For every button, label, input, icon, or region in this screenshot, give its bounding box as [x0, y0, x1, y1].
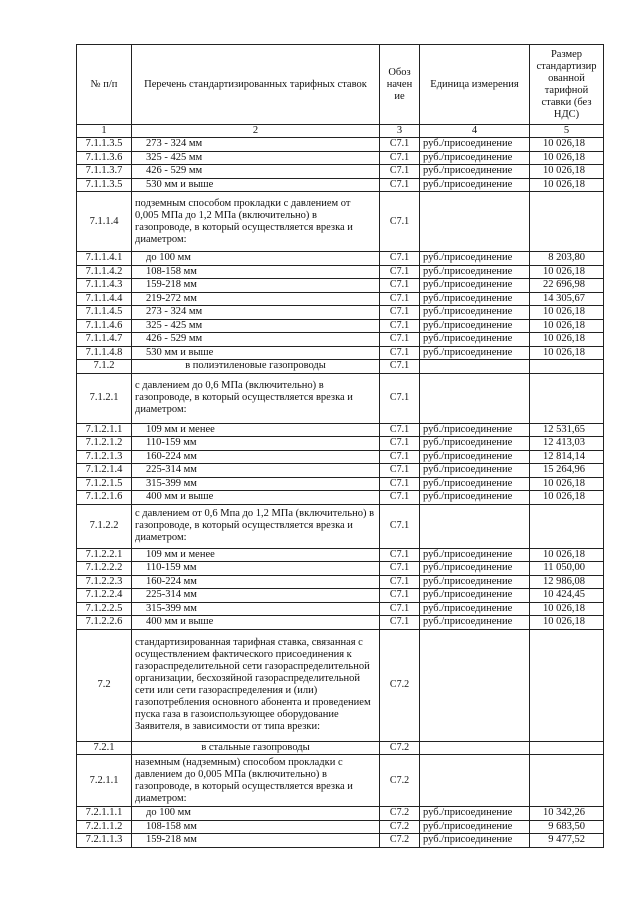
row-value [530, 373, 604, 423]
header-desc: Перечень стандартизированных тарифных ставок [132, 45, 380, 125]
table-row [77, 423, 604, 437]
row-unit: руб./присоединение [420, 333, 530, 347]
row-value: 22 696,98 [530, 279, 604, 293]
header-value: Размер стандартизир ованной тарифной ставки (без НДС) [530, 45, 604, 125]
index-cell: 5 [530, 125, 604, 138]
row-unit [420, 755, 530, 807]
table-row [77, 807, 604, 821]
row-number: 7.1.2.1.2 [77, 437, 132, 451]
row-value: 15 264,96 [530, 464, 604, 478]
row-value: 10 026,18 [530, 265, 604, 279]
row-number: 7.2 [77, 629, 132, 741]
row-designation: С7.1 [380, 450, 420, 464]
row-description: 160-224 мм [132, 450, 380, 464]
row-number: 7.1.1.4.1 [77, 252, 132, 266]
table-row [77, 319, 604, 333]
row-value: 10 026,18 [530, 616, 604, 630]
row-description: 159-218 мм [132, 834, 380, 848]
row-unit: руб./присоединение [420, 548, 530, 562]
row-designation: С7.1 [380, 252, 420, 266]
row-number: 7.1.1.4 [77, 192, 132, 252]
row-value [530, 504, 604, 548]
row-number: 7.1.2.2 [77, 504, 132, 548]
row-designation: С7.2 [380, 820, 420, 834]
table-row [77, 616, 604, 630]
row-designation: С7.1 [380, 306, 420, 320]
row-unit: руб./присоединение [420, 575, 530, 589]
table-row [77, 504, 604, 548]
row-value: 11 050,00 [530, 562, 604, 576]
row-unit: руб./присоединение [420, 477, 530, 491]
table-row [77, 165, 604, 179]
row-description: 273 - 324 мм [132, 306, 380, 320]
row-value: 12 814,14 [530, 450, 604, 464]
row-description: 110-159 мм [132, 437, 380, 451]
table-row [77, 741, 604, 755]
row-value: 9 683,50 [530, 820, 604, 834]
row-description: в полиэтиленовые газопроводы [132, 360, 380, 374]
row-unit: руб./присоединение [420, 279, 530, 293]
row-designation: С7.1 [380, 292, 420, 306]
row-designation: С7.1 [380, 491, 420, 505]
row-designation: С7.1 [380, 265, 420, 279]
row-value: 10 026,18 [530, 178, 604, 192]
row-designation: С7.1 [380, 423, 420, 437]
row-unit: руб./присоединение [420, 138, 530, 152]
row-value: 10 026,18 [530, 306, 604, 320]
table-row [77, 360, 604, 374]
row-description: 315-399 мм [132, 602, 380, 616]
row-number: 7.1.1.4.5 [77, 306, 132, 320]
row-value: 10 342,26 [530, 807, 604, 821]
row-designation: С7.1 [380, 165, 420, 179]
row-description: 325 - 425 мм [132, 151, 380, 165]
table-header-row [77, 45, 604, 125]
row-value: 9 477,52 [530, 834, 604, 848]
index-cell: 2 [132, 125, 380, 138]
row-unit: руб./присоединение [420, 423, 530, 437]
row-unit: руб./присоединение [420, 589, 530, 603]
row-unit: руб./присоединение [420, 562, 530, 576]
row-designation: С7.1 [380, 346, 420, 360]
header-num: № п/п [77, 45, 132, 125]
row-unit: руб./присоединение [420, 319, 530, 333]
row-description: в стальные газопроводы [132, 741, 380, 755]
row-value: 10 026,18 [530, 165, 604, 179]
row-designation: С7.1 [380, 602, 420, 616]
row-designation: С7.1 [380, 151, 420, 165]
row-number: 7.1.1.4.7 [77, 333, 132, 347]
row-unit: руб./присоединение [420, 602, 530, 616]
table-row [77, 279, 604, 293]
row-description: 273 - 324 мм [132, 138, 380, 152]
row-description: с давлением от 0,6 Мпа до 1,2 МПа (включительно) в газопроводе, в который осуществляется врезка и диаметром: [132, 504, 380, 548]
table-body [77, 138, 604, 848]
row-number: 7.1.1.3.5 [77, 178, 132, 192]
table-row [77, 265, 604, 279]
table-row [77, 575, 604, 589]
row-number: 7.1.2.2.4 [77, 589, 132, 603]
row-designation: С7.1 [380, 548, 420, 562]
row-description: 225-314 мм [132, 589, 380, 603]
row-designation: С7.2 [380, 755, 420, 807]
row-value: 10 026,18 [530, 346, 604, 360]
table-row [77, 548, 604, 562]
row-unit: руб./присоединение [420, 464, 530, 478]
row-value [530, 741, 604, 755]
row-designation: С7.2 [380, 741, 420, 755]
row-value [530, 755, 604, 807]
row-unit [420, 192, 530, 252]
table-row [77, 562, 604, 576]
table-row [77, 346, 604, 360]
row-designation: С7.1 [380, 279, 420, 293]
row-number: 7.2.1 [77, 741, 132, 755]
row-description: до 100 мм [132, 807, 380, 821]
row-value: 12 413,03 [530, 437, 604, 451]
row-number: 7.1.2.1.4 [77, 464, 132, 478]
header-unit: Единица измерения [420, 45, 530, 125]
table-row [77, 477, 604, 491]
row-value: 12 986,08 [530, 575, 604, 589]
row-number: 7.1.2.2.6 [77, 616, 132, 630]
row-unit: руб./присоединение [420, 450, 530, 464]
column-index-row [77, 125, 604, 138]
row-number: 7.1.1.4.8 [77, 346, 132, 360]
row-designation: С7.2 [380, 834, 420, 848]
row-number: 7.1.2.1.1 [77, 423, 132, 437]
row-value [530, 192, 604, 252]
table-row [77, 602, 604, 616]
row-unit: руб./присоединение [420, 616, 530, 630]
row-value: 10 026,18 [530, 602, 604, 616]
table-row [77, 178, 604, 192]
row-unit: руб./присоединение [420, 346, 530, 360]
row-unit: руб./присоединение [420, 820, 530, 834]
row-description: 315-399 мм [132, 477, 380, 491]
row-designation: С7.1 [380, 504, 420, 548]
table-row [77, 464, 604, 478]
row-designation: С7.1 [380, 562, 420, 576]
row-number: 7.1.2.1.5 [77, 477, 132, 491]
row-value: 10 424,45 [530, 589, 604, 603]
row-unit: руб./присоединение [420, 807, 530, 821]
table-row [77, 306, 604, 320]
row-number: 7.1.2.1 [77, 373, 132, 423]
row-unit: руб./присоединение [420, 265, 530, 279]
row-description: 426 - 529 мм [132, 333, 380, 347]
row-unit [420, 741, 530, 755]
table-row [77, 333, 604, 347]
row-description: стандартизированная тарифная ставка, связанная с осуществлением фактического присоединения к газораспределительной сети газораспределительной организации, бесхозяйной газораспределительной сети или сети газораспределения и (или) газопотребления основного абонента и проведением пуска газа в газоиспользующее оборудование Заявителя, в зависимости от типа врезки: [132, 629, 380, 741]
row-unit [420, 360, 530, 374]
row-value: 10 026,18 [530, 319, 604, 333]
row-designation: С7.1 [380, 192, 420, 252]
row-description: 110-159 мм [132, 562, 380, 576]
row-description: 108-158 мм [132, 265, 380, 279]
row-unit: руб./присоединение [420, 437, 530, 451]
row-number: 7.2.1.1 [77, 755, 132, 807]
row-designation: С7.2 [380, 807, 420, 821]
row-designation: С7.1 [380, 360, 420, 374]
row-number: 7.2.1.1.2 [77, 820, 132, 834]
row-designation: С7.1 [380, 616, 420, 630]
row-value: 10 026,18 [530, 151, 604, 165]
row-unit: руб./присоединение [420, 306, 530, 320]
row-description: до 100 мм [132, 252, 380, 266]
row-unit: руб./присоединение [420, 292, 530, 306]
row-number: 7.1.2 [77, 360, 132, 374]
row-number: 7.1.1.4.6 [77, 319, 132, 333]
row-unit [420, 373, 530, 423]
table-row [77, 629, 604, 741]
row-description: с давлением до 0,6 МПа (включительно) в газопроводе, в который осуществляется врезка и диаметром: [132, 373, 380, 423]
row-number: 7.1.1.3.7 [77, 165, 132, 179]
row-designation: С7.1 [380, 437, 420, 451]
index-cell: 3 [380, 125, 420, 138]
row-value: 10 026,18 [530, 477, 604, 491]
row-unit: руб./присоединение [420, 165, 530, 179]
row-description: 400 мм и выше [132, 491, 380, 505]
row-unit: руб./присоединение [420, 252, 530, 266]
row-number: 7.1.2.2.5 [77, 602, 132, 616]
row-number: 7.1.1.3.6 [77, 151, 132, 165]
table-row [77, 491, 604, 505]
table-row [77, 450, 604, 464]
row-description: 109 мм и менее [132, 548, 380, 562]
row-number: 7.1.1.4.2 [77, 265, 132, 279]
row-value: 14 305,67 [530, 292, 604, 306]
table-row [77, 437, 604, 451]
row-designation: С7.1 [380, 333, 420, 347]
table-row [77, 589, 604, 603]
row-unit: руб./присоединение [420, 151, 530, 165]
row-number: 7.2.1.1.3 [77, 834, 132, 848]
row-designation: С7.2 [380, 629, 420, 741]
row-number: 7.1.1.4.4 [77, 292, 132, 306]
row-designation: С7.1 [380, 138, 420, 152]
tariff-table [76, 44, 604, 848]
row-designation: С7.1 [380, 575, 420, 589]
table-row [77, 755, 604, 807]
row-number: 7.1.1.4.3 [77, 279, 132, 293]
row-unit: руб./присоединение [420, 834, 530, 848]
row-number: 7.1.2.1.6 [77, 491, 132, 505]
row-description: 219-272 мм [132, 292, 380, 306]
row-designation: С7.1 [380, 373, 420, 423]
row-number: 7.2.1.1.1 [77, 807, 132, 821]
row-designation: С7.1 [380, 178, 420, 192]
row-value [530, 629, 604, 741]
row-value: 12 531,65 [530, 423, 604, 437]
table-row [77, 292, 604, 306]
row-designation: С7.1 [380, 319, 420, 333]
row-unit [420, 504, 530, 548]
row-value: 10 026,18 [530, 138, 604, 152]
table-row [77, 192, 604, 252]
row-description: 108-158 мм [132, 820, 380, 834]
table-row [77, 373, 604, 423]
row-number: 7.1.2.1.3 [77, 450, 132, 464]
row-designation: С7.1 [380, 477, 420, 491]
row-unit: руб./присоединение [420, 178, 530, 192]
row-description: подземным способом прокладки с давлением от 0,005 МПа до 1,2 МПа (включительно) в газопроводе, в который осуществляется врезка и диаметром: [132, 192, 380, 252]
row-value [530, 360, 604, 374]
row-number: 7.1.2.2.2 [77, 562, 132, 576]
row-designation: С7.1 [380, 589, 420, 603]
index-cell: 1 [77, 125, 132, 138]
row-description: 400 мм и выше [132, 616, 380, 630]
row-unit: руб./присоединение [420, 491, 530, 505]
table-row [77, 834, 604, 848]
row-description: 325 - 425 мм [132, 319, 380, 333]
index-cell: 4 [420, 125, 530, 138]
row-designation: С7.1 [380, 464, 420, 478]
table-row [77, 138, 604, 152]
row-description: 225-314 мм [132, 464, 380, 478]
row-description: 530 мм и выше [132, 178, 380, 192]
table-row [77, 151, 604, 165]
row-description: 109 мм и менее [132, 423, 380, 437]
row-number: 7.1.2.2.1 [77, 548, 132, 562]
table-row [77, 820, 604, 834]
row-value: 8 203,80 [530, 252, 604, 266]
row-description: 530 мм и выше [132, 346, 380, 360]
row-description: 159-218 мм [132, 279, 380, 293]
row-value: 10 026,18 [530, 491, 604, 505]
row-description: наземным (надземным) способом прокладки с давлением до 0,005 МПа (включительно) в газопроводе, в который осуществляется врезка и диаметром: [132, 755, 380, 807]
row-number: 7.1.2.2.3 [77, 575, 132, 589]
table-row [77, 252, 604, 266]
row-value: 10 026,18 [530, 333, 604, 347]
header-code: Обоз начен ие [380, 45, 420, 125]
row-number: 7.1.1.3.5 [77, 138, 132, 152]
row-unit [420, 629, 530, 741]
row-description: 426 - 529 мм [132, 165, 380, 179]
row-value: 10 026,18 [530, 548, 604, 562]
row-description: 160-224 мм [132, 575, 380, 589]
